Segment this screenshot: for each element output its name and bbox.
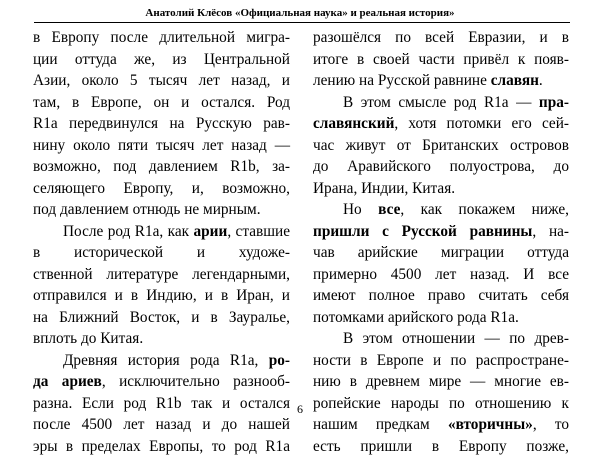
text-line: лению на Русской равнине славян. — [313, 70, 569, 92]
left-text-column — [33, 27, 290, 457]
text-line: итоге в своей части привёл к появ- — [313, 49, 569, 71]
text-line: R1a передвинулся на Русскую рав- — [33, 113, 290, 135]
text-line: ции оттуда же, из Центральной — [33, 49, 290, 71]
right-text-column — [313, 27, 569, 457]
running-header: Анатолий Клёсов «Официальная наука» и реальная история» — [0, 7, 600, 19]
text-line: примерно 4500 лет назад. И все — [313, 264, 569, 286]
text-line: после 4500 лет назад и до нашей — [33, 414, 290, 436]
text-line: есть пришли в Европу позже, — [313, 436, 569, 457]
text-line: разна. Если род R1b так и остался — [33, 393, 290, 415]
text-line: вплоть до Китая. — [33, 328, 290, 350]
text-line: нашим предкам «вторичны», то — [313, 414, 569, 436]
text-line: ственной литературе легендарными, — [33, 264, 290, 286]
text-line: в Европу после длительной мигра- — [33, 27, 290, 49]
text-line: в исторической и художе- — [33, 242, 290, 264]
text-line: Азии, около 5 тысяч лет назад, и — [33, 70, 290, 92]
text-line: разошёлся по всей Евразии, и в — [313, 27, 569, 49]
text-line: да ариев, исключительно разнооб- — [33, 371, 290, 393]
header-rule — [34, 22, 570, 23]
text-line: потомками арийского рода R1a. — [313, 307, 569, 329]
text-line: эры в пределах Европы, то род R1a — [33, 436, 290, 457]
text-line: селяющего Европу, и, возможно, — [33, 178, 290, 200]
text-line: возможно, под давлением R1b, за- — [33, 156, 290, 178]
text-line: Но все, как покажем ниже, — [313, 199, 569, 221]
text-line: В этом отношении — по древ- — [313, 328, 569, 350]
text-line: там, в Европе, он и остался. Род — [33, 92, 290, 114]
text-line: нию в древнем мире — многие ев- — [313, 371, 569, 393]
text-line: пришли с Русской равнины, на- — [313, 221, 569, 243]
text-line: славянский, хотя потомки его сей- — [313, 113, 569, 135]
text-line: После род R1a, как арии, ставшие — [33, 221, 290, 243]
page-number: 6 — [0, 402, 600, 417]
text-line: Древняя история рода R1a, ро- — [33, 350, 290, 372]
text-line: чав арийские миграции оттуда — [313, 242, 569, 264]
text-line: В этом смысле род R1a — пра- — [313, 92, 569, 114]
text-line: до Аравийского полуострова, до — [313, 156, 569, 178]
text-line: час живут от Британских островов — [313, 135, 569, 157]
text-line: отправился и в Индию, и в Иран, и — [33, 285, 290, 307]
text-line: под давлением отнюдь не мирным. — [33, 199, 290, 221]
text-line: ности в Европе и по распростране- — [313, 350, 569, 372]
text-line: имеют полное право считать себя — [313, 285, 569, 307]
text-line: на Ближний Восток, и в Зауралье, — [33, 307, 290, 329]
text-line: нину около пяти тысяч лет назад — — [33, 135, 290, 157]
text-line: Ирана, Индии, Китая. — [313, 178, 569, 200]
text-line: ропейские народы по отношению к — [313, 393, 569, 415]
